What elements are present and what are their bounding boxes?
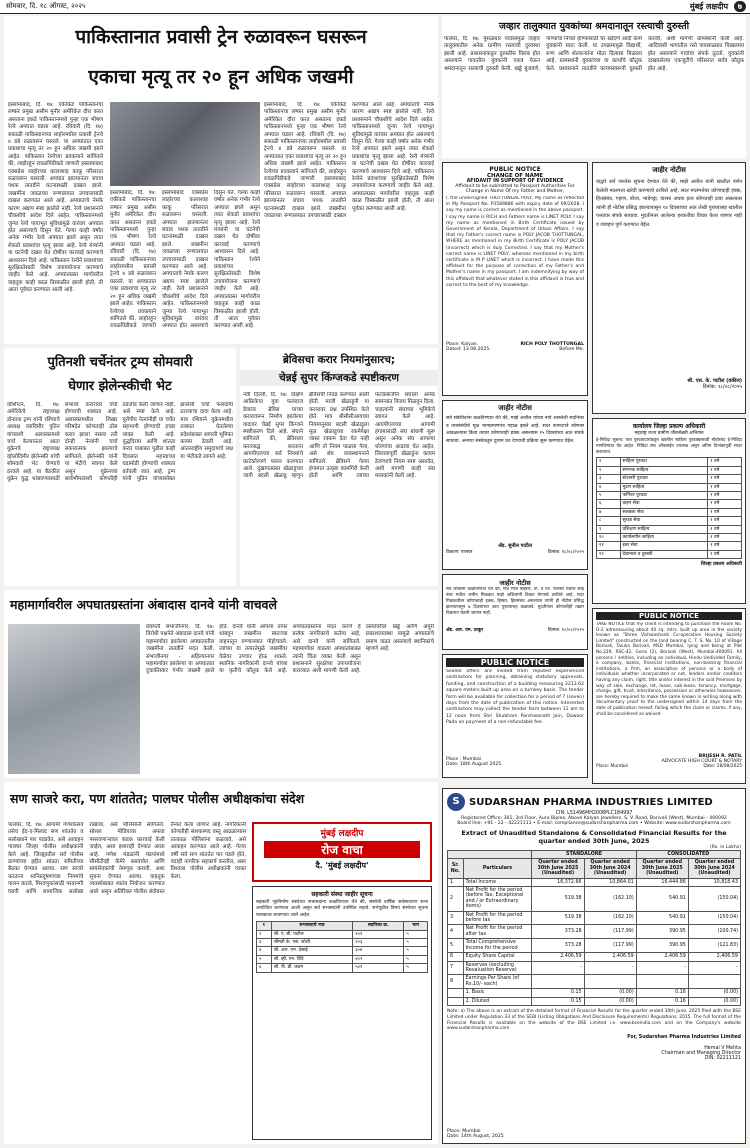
table-header-cell: CONSOLIDATED [636,851,740,859]
table-cell: 0.15 [532,997,584,1005]
table-row [448,887,741,912]
table-cell: ५ [404,947,428,955]
table-cell: 519.38 [532,887,584,912]
table-row [597,475,742,483]
table-header-cell: Sr. No. [448,859,464,878]
table-cell: १०१ [353,930,404,938]
table-row [597,483,742,491]
table-cell: १ वर्ष [708,500,742,508]
notice-place: Place: Kalyan. [446,342,479,347]
table-cell [448,989,464,997]
pn2-place: Place: Mumbai [596,764,629,769]
table-cell: Equity Share Capital [463,953,532,961]
table-cell: श्री. व्ही. एन. शिंदे [271,955,353,963]
table-cell: 540.91 [636,887,688,912]
promo-box [252,822,432,882]
notice3-title: जाहीर नोटीस [499,579,531,587]
story5-body: पालघर, दि. १७: आगामी गणेशोत्सव तसेच ईद-ए-मिलाद सण शांततेत व सलोख्याने पार पाडावेत, असे आवाहन पालघर जिल्हा पोलीस अधीक्षकांनी केले आहे. जिल्ह्यातील सर्व पोलीस ठाण्यांच्या हद्दीत शांतता समितीच्या बैठका घेण्यात आल्या. सण साजरे करताना ध्वनिप्रदूषणाच्या नियमांचे पालन करावे, मिरवणुकांसाठी परवानगी घ्यावी आणि सामाजिक सलोखा राखावा, असे पोलिसांनी सांगितले. सोशल मीडियावर अफवा पसरवणाऱ्यांवर कडक कारवाई केली जाईल, असा इशाराही देण्यात आला आहे. गणेश मंडळांनी मंडपांमध्ये सीसीटीव्ही कॅमेरे बसवावेत आणि स्वयंसेवकांची नेमणूक करावी, अशा सूचना देण्यात आल्या. वाहतूक व्यवस्थेबाबत स्वतंत्र नियोजन करण्यात आले असून अतिरिक्त पोलीस बंदोबस्त तैनात केला जाणार आहे. नागरिकांनी कोणतीही संशयास्पद वस्तू आढळल्यास तात्काळ पोलिसांना कळवावे, असे आवाहन करण्यात आले आहे. गेल्या वर्षी सर्व सण शांततेत पार पडले होते, यंदाही नागरिक सहकार्य करतील, असा विश्वास पोलीस अधीक्षकांनी व्यक्त केला. [8,822,246,895]
story1-headline2: एकाचा मृत्यू तर २० हून अधिक जखमी [88,66,354,88]
table-cell: श्रीमती के. एस. जोशी [271,939,353,947]
table-cell: ३०४ [353,947,404,955]
table-cell: भाग [404,922,428,930]
govt-body: ई-निविदा सूचना: पात्र पुरवठादारांकडून खालील साहित्य पुरवठ्यासाठी मोहोरबंद ई-निविदा मागविण्यात येत आहेत. निविदा संच ऑनलाईन उपलब्ध असून अंतिम दिनांकापूर्वी सादर कराव्यात. [596,438,742,455]
table-cell: ५ [404,939,428,947]
table-cell: संगणक साहित्य [620,466,708,474]
table-cell: ११ [597,542,621,550]
table-cell: ६ [257,964,272,972]
table-cell: 2 [448,887,464,912]
table-cell: (0.00) [584,989,636,997]
tender-title: PUBLIC NOTICE [446,658,584,667]
table-cell: प्रशिक्षण साहित्य [620,525,708,533]
coop-table [256,921,428,972]
story3-headline2: चेन्नई सुपर किंग्जकडे स्पष्टीकरण [240,370,438,386]
table-row [257,939,428,947]
table-cell: 3 [448,911,464,925]
table-cell: १ वर्ष [708,517,742,525]
table-row [597,508,742,516]
table-cell: (0.00) [584,997,636,1005]
pharma-reg: Registered Office: 301, 3rd Floor, Aura Biplex, Above Kalyan Jewellers, S. V. Road, Borivali (West), Mumbai - 400092 [461,816,727,821]
table-cell: (100.74) [688,925,740,939]
table-cell: १ वर्ष [708,525,742,533]
notice-deponent: RICH POLY THOTTUNGAL [520,342,584,347]
table-row [448,878,741,886]
table-header-cell: Quarter ended 30th June 2025 (Unaudited) [532,859,584,878]
table-cell [532,975,584,989]
table-cell: 2,406.59 [688,953,740,961]
pn2-sign-title: ADVOCATE HIGH COURT & NOTARY [661,759,742,764]
table-cell: Net Profit for the period after tax [463,925,532,939]
table-cell: 2. Diluted [463,997,532,1005]
table-cell: १२ [597,550,621,558]
table-cell: 519.38 [532,911,584,925]
table-cell: (150.04) [688,911,740,925]
issue-date: सोमवार, दि. १८ ऑगस्ट, २०२५ [6,2,86,10]
notice1-body: याद्वारे सर्व जनतेस सूचना देण्यात येते की, माझे अशील यांनी खालील वर्णन केलेली मालमत्ता खरेदी करण्याचे ठरविले आहे. सदर मालमत्तेवर कोणाचाही हक्क, हितसंबंध, गहाण, बोजा, भाडेपट्टा, वारसा अथवा इतर कोणताही दावा असल्यास त्यांनी ही नोटीस प्रसिद्ध झाल्यापासून १४ दिवसांच्या आत लेखी पुराव्यासह खालील पत्त्यावर संपर्क साधावा. मुदतीनंतर आलेल्या हरकतींचा विचार केला जाणार नाही व व्यवहार पूर्ण करण्यात येईल. [596,179,742,228]
table-header-cell: Quarter ended 30th June 2025 (Unaudited) [636,859,688,878]
story-brevis [240,348,438,586]
table-cell: (121.83) [688,939,740,953]
table-cell: १ वर्ष [708,508,742,516]
story4-headline: महामार्गावरील अपघातग्रस्तांना अंबादास दानवे यांनी वाचवले [10,597,277,612]
table-cell: १ वर्ष [708,542,742,550]
table-row [448,975,741,989]
table-header-cell: Quarter ended 30th June 2024 (Unaudited) [688,859,740,878]
table-cell: - [636,961,688,975]
table-cell: Net Profit for the period before tax [463,911,532,925]
pharma-logo-icon: S [447,793,465,811]
table-cell: ४०२ [353,955,404,963]
table-cell: कार्यालयीन साहित्य [620,534,708,542]
table-cell: 7 [448,961,464,975]
govt-title: कार्यालय जिल्हा प्रकल्प अधिकारी [632,423,706,430]
table-cell: Reserves (excluding Revaluation Reserve) [463,961,532,975]
table-cell: ३ [257,939,272,947]
table-cell: ५ [257,955,272,963]
notice-title: PUBLIC NOTICE [489,166,541,173]
table-cell: १ वर्ष [708,492,742,500]
table-cell: 10,864.01 [584,878,636,886]
story-pakistan-train [4,16,438,344]
table-cell: (162.10) [584,887,636,912]
table-cell: ३ [597,475,621,483]
marathi-notice-3 [442,574,588,650]
table-cell: 5 [448,939,464,953]
pharma-results-table [447,850,741,1006]
pn2-title: PUBLIC NOTICE [596,612,742,620]
table-cell: 390.95 [636,925,688,939]
story-danve [4,590,438,778]
table-cell: सदनिका क्र. [353,922,404,930]
train-accident-photo [110,102,260,186]
table-row [448,925,741,939]
table-cell: 1 [448,878,464,886]
govt-tender-notice [592,418,746,604]
table-row [448,961,741,975]
notice2-date: दिनांक: १८/०८/२०२५ [547,550,584,555]
table-cell: Net Profit for the period (before Tax, Exceptional and / or Extraordinary items) [463,887,532,912]
table-row [448,997,741,1005]
story2-headline1: पुतिनशी चर्चेनंतर ट्रम्प सोमवारी [47,355,193,370]
table-cell: (150.04) [688,887,740,912]
table-cell: ५ [404,955,428,963]
coop-body: सहकारी गृहनिर्माण संस्थेच्या सभासदांना कळविण्यात येते की, संस्थेची वार्षिक सर्वसाधारण सभा आयोजित करण्यात आली असून सर्व सभासदांनी उपस्थित राहावे. सभेपुढील विषय संस्थेच्या सूचना फलकावर लावण्यात आले आहेत. [256,900,428,918]
story2-headline2: घेणार झेलेन्स्कीची भेट [68,379,172,394]
table-row [597,517,742,525]
tender-public-notice [442,654,588,778]
table-cell: Earnings Per Share (of Rs.10/- each) [463,975,532,989]
tender-body: Sealed offers are invited from reputed experienced contractors for planning, obtaining statutory approvals, funding, and construction of a building measuring 2213.62 square meters built up area on a turnkey basis. The tender form will be available for collection for a period of 7 (seven) days from the date of publication of this notice. Interested contractors may collect the tender form between 11 am to 12 noon from Shri Shubham Parshwanath Jain, Dawoor Pada on payment of a non-refundable fee. [446,669,584,726]
masthead [0,0,750,14]
notice2-title: जाहीर नोटीस [498,404,532,412]
table-cell: - [688,961,740,975]
page-number: ७ [734,1,746,12]
story6-headline: जव्हार तालुक्यात युवकांच्या श्रमदानातून रस्त्याची दुरुस्ती [498,21,690,32]
govt-sub: महाराष्ट्र राज्य ग्रामीण जीवनोन्नती अभियान [634,431,704,436]
pharma-sign-title: Chairman and Managing Director [661,1051,741,1057]
table-cell: (117.99) [584,939,636,953]
table-cell: 390.95 [636,939,688,953]
table-row [448,911,741,925]
notice3-date: दिनांक: १८/०८/२०२५ [547,628,584,633]
notice1-date: दिनांक: १८/०८/२०२५ [702,384,742,390]
table-cell: २ [257,930,272,938]
table-cell: 373.28 [532,939,584,953]
notice2-place: ठिकाण: पालघर [446,550,473,555]
table-header [448,859,741,878]
table-cell: स्वच्छता सेवा [620,508,708,516]
table-row [257,964,428,972]
story4-body: छत्रपती संभाजीनगर, दि. १७: विरोधी पक्षनेते अंबादास दानवे यांनी महामार्गावर झालेल्या अपघातातील जखमींना तातडीने मदत केली. संभाजीनगर - अहिल्यानगर महामार्गावर झालेल्या या अपघातात दुचाकीस्वार गंभीर जखमी झाले होते. दानवे यांनी आपला ताफा थांबवून जखमींना स्वतःच्या वाहनातून रुग्णालयात पोहोचवले. त्यांच्या या तत्परतेमुळे जखमींवर वेळेवर उपचार होऊ शकले. स्थानिक नागरिकांनी दानवे यांच्या या कृतीचे कौतुक केले आहे. अपघातग्रस्तांना मदत करणे हे प्रत्येक नागरिकाचे कर्तव्य आहे, असे दानवे यांनी सांगितले. महामार्गावर वाढत्या अपघातांबाबत त्यांनी चिंता व्यक्त केली असून प्रशासनाने सुरक्षेच्या उपाययोजना कराव्यात अशी मागणी केली आहे. रस्त्यांवरील खड्डे आणि अपुरी प्रकाशव्यवस्था यामुळे अपघातांचे प्रमाण वाढत असल्याचे स्थानिकांचे म्हणणे आहे. [146,624,434,675]
table-group-header [448,851,741,859]
coop-notice [252,886,432,1140]
table-row [257,955,428,963]
pharma-cin: CIN: L51496MH2008PLC184997 [555,811,633,816]
table-row [597,534,742,542]
table-cell: Total Comprehensive Income for the period [463,939,532,953]
paper-name: मुंबई लक्षदीप [689,2,728,11]
table-cell: (0.00) [688,997,740,1005]
table-cell: १ वर्ष [708,534,742,542]
story-jawhar-road [442,16,746,158]
table-header-cell: Particulars [463,859,532,878]
pharma-contact: Board line: +91 - 22 - 42221111 • E-mail: compliance@sudarshanpharma.com • Website: www.sudarshanpharma.com [457,821,731,826]
pharma-title: Extract of Unaudited Standalone & Consolidated Financial Results for the quarter ended 30th June, 2025 [461,829,727,845]
promo-brand: मुंबई लक्षदीप [320,829,364,839]
notice3-body: सर्व लोकांना कळविण्यात येते की, गाव मौजे बोईसर, ता. व जि. पालघर येथील सर्व्हे नंबर मधील जमीन मिळकत माझे अशिलांनी विकत घेण्याचे ठरविले आहे. सदर मिळकतीवर कोणाचाही हक्क, हिस्सा, हितसंबंध असल्यास त्यांनी ही नोटीस प्रसिद्ध झाल्यापासून ७ दिवसांच्या आत पुराव्यासह कळवावे. मुदतीनंतर कोणाचीही तक्रार विचारात घेतली जाणार नाही. [446,587,584,616]
story3-headline1: ब्रेविसचा करार नियमांनुसारच; [282,354,396,366]
table-row [257,930,428,938]
table-cell [448,997,464,1005]
table-cell: ४ [597,483,621,491]
table-row [597,550,742,558]
table-cell: ५ [404,930,428,938]
table-cell: - [584,961,636,975]
table-cell: 0.16 [636,989,688,997]
table-cell: 2,406.59 [584,953,636,961]
table-header-cell: STANDALONE [532,851,636,859]
marathi-notice-2 [442,400,588,570]
table-cell: ५ [597,492,621,500]
table-cell: १० [597,534,621,542]
table-cell: १ [257,922,272,930]
notice-line1: AFIDAVIT IN SUPPORT OF EVIDENCE [466,179,564,184]
pharma-name: SUDARSHAN PHARMA INDUSTRIES LIMITED [469,796,713,808]
public-notice-property [592,608,746,784]
table-cell: १ वर्ष [708,458,742,466]
table-cell: १ वर्ष [708,466,742,474]
table-cell: १ वर्ष [708,550,742,558]
public-notice-name-change [442,162,588,396]
table-row [448,989,741,997]
pharma-din: DIN: 02211121 [704,1056,741,1062]
table-cell: ५०१ [353,964,404,972]
table-cell: १ वर्ष [708,475,742,483]
table-cell: 2,406.59 [532,953,584,961]
tender-date: Date: 18th August 2025 [446,762,502,767]
notice-date: Dated: 13.08.2025. [446,347,491,352]
table-row [448,953,741,961]
table-cell: देखभाल व दुरुस्ती [620,550,708,558]
pn2-date: Date: 18/08/2025 [703,764,742,769]
notice2-sign: ॲड. सुनील पाटील [497,543,533,549]
table-cell: 0.15 [532,989,584,997]
pharma-for: For, Sudarshan Pharma Industries Limited [627,1035,741,1041]
table-cell: ७ [597,508,621,516]
notice3-sign: ॲड. आर. एम. ठाकूर [446,628,484,633]
story-trump-zelensky [4,348,236,586]
story-palghar-police [4,782,438,1144]
story1-body-right: इस्लामाबाद, दि. १७: एकीकडे पाकिस्तानचा लष्कर प्रमुख असीम मुनीर अमेरिकेत दौरा करत असताना इकडे पाकिस्तानमध्ये पुन्हा एक भीषण रेल्वे अपघात घडला आहे. रविवारी (दि. १७) सकाळी पाकिस्तानच्या लाहोरमधील प्रवासी ट्रेनचे ४ डबे रुळावरून घसरले. या अपघातात एका प्रवाशाचा मृत्यू तर २० हून अधिक जखमी झाले आहेत. पाकिस्तान रेल्वेच्या प्रवक्त्याने सांगितले की, लाहोरहून रावळपिंडीकडे जाणारी इस्लामाबाद एक्सप्रेस लाहोरच्या कालाशाह काकू परिसरात रुळावरून घसरली. अपघात झाल्यानंतर बचाव पथक तातडीने घटनास्थळी दाखल झाले. जखमींना जवळच्या रुग्णालयात उपचारासाठी दाखल करण्यात आले आहे. अपघाताचे नेमके कारण अद्याप स्पष्ट झालेले नाही. रेल्वे प्रशासनाने चौकशीचे आदेश दिले आहेत. पाकिस्तानमध्ये जुन्या रेल्वे पायाभूत सुविधांमुळे वारंवार अपघात होत असल्याचे दिसून येते. गेल्या काही वर्षांत अनेक गंभीर रेल्वे अपघात झाले असून त्यात शेकडो प्रवाशांचा मृत्यू झाला आहे. रेल्वे मंत्र्यांनी या घटनेची दखल घेत दोषींवर कारवाई करण्याचे आश्वासन दिले आहे. पाकिस्तान रेल्वेने प्रवाशांच्या सुरक्षिततेसाठी विशेष उपाययोजना करण्याचे जाहीर केले आहे. अपघातग्रस्त मार्गावरील वाहतूक काही काळ विस्कळीत झाली होती, ती आता पूर्ववत करण्यात आली आहे. [264,102,434,220]
table-cell: (0.00) [688,989,740,997]
story1-body-lower: इस्लामाबाद, दि. १७: एकीकडे पाकिस्तानचा लष्कर प्रमुख असीम मुनीर अमेरिकेत दौरा करत असताना इकडे पाकिस्तानमध्ये पुन्हा एक भीषण रेल्वे अपघात घडला आहे. रविवारी (दि. १७) सकाळी पाकिस्तानच्या लाहोरमधील प्रवासी ट्रेनचे ४ डबे रुळावरून घसरले. या अपघातात एका प्रवाशाचा मृत्यू तर २० हून अधिक जखमी झाले आहेत. पाकिस्तान रेल्वेच्या प्रवक्त्याने सांगितले की, लाहोरहून रावळपिंडीकडे जाणारी इस्लामाबाद एक्सप्रेस लाहोरच्या कालाशाह काकू परिसरात रुळावरून घसरली. अपघात झाल्यानंतर बचाव पथक तातडीने घटनास्थळी दाखल झाले. जखमींना जवळच्या रुग्णालयात उपचारासाठी दाखल करण्यात आले आहे. अपघाताचे नेमके कारण अद्याप स्पष्ट झालेले नाही. रेल्वे प्रशासनाने चौकशीचे आदेश दिले आहेत. पाकिस्तानमध्ये जुन्या रेल्वे पायाभूत सुविधांमुळे वारंवार अपघात होत असल्याचे दिसून येते. गेल्या काही वर्षांत अनेक गंभीर रेल्वे अपघात झाले असून त्यात शेकडो प्रवाशांचा मृत्यू झाला आहे. रेल्वे मंत्र्यांनी या घटनेची दखल घेत दोषींवर कारवाई करण्याचे आश्वासन दिले आहे. पाकिस्तान रेल्वेने प्रवाशांच्या सुरक्षिततेसाठी विशेष उपाययोजना करण्याचे जाहीर केले आहे. अपघातग्रस्त मार्गावरील वाहतूक काही काळ विस्कळीत झाली होती, ती आता पूर्ववत करण्यात आली आहे. [110,190,260,330]
table-cell: साहित्य पुरवठा [620,458,708,466]
table-cell: 6 [448,953,464,961]
table-cell: श्री. ए. बी. पाटील [271,930,353,938]
table-header-cell: Quarter ended 30th June 2024 (Unaudited) [584,859,636,878]
table-cell: २०३ [353,939,404,947]
pharma-note: Note: a) The above is an extract of the detailed format of Financial Results for the quarter ended 30th June, 2025 filed with the BSE Limited under Regulation 33 of the SEBI (Listing Obligations And Disclosure Requirements) Regulations, 2015. The full format of the Financial Results is available on the website of the BSE Limited i.e. www.bseindia.com and on the Company's website www.sudarshanpharma.com [447,1008,741,1032]
table-row [597,458,742,466]
table-cell: Total Income [463,878,532,886]
notice-line2: Affidavit to be submitted to Passport Authorities For Change in Name Of my Father and Mother, [455,184,575,194]
table-header-cell [448,851,532,859]
table-cell: सभासदाचे नाव [271,922,353,930]
table-row [597,492,742,500]
story5-headline: सण साजरे करा, पण शांततेत; पालघर पोलीस अधीक्षकांचा संदेश [10,791,305,806]
table-cell: वाहन सेवा [620,500,708,508]
notice1-sign: श्री. एस. के. पाटील (वकील) [687,378,742,384]
table-row [597,542,742,550]
notice-subtitle: CHANGE OF NAME [486,173,544,179]
pn2-body: TAKE NOTICE that my client is intending to purchase the Room No. D-2 admeasuring about 40 sq. mtrs. built up area in the society known as "Shree Vishwashanti Co-operative Housing Society Limited" constructed on the land bearing C. T. S. No. 10 of Village Borivali, Taluka Borivali, MSD Mumbai, lying and being at Plot No.229, RSC-42, Gorai (2), Borivali (West), Mumbai-400091. All persons / entities, including an individual, Hindu Undivided Family, a company, banks, financial institutions, non-banking financial institutions, a firm, an association of persons or a body of individuals whether incorporated or not, lenders and/or creditors having any claim, right, title and/or interest in the said Premises by way of sale, exchange, let, lease, sub-lease, tenancy, mortgage, charge, gift, trust, inheritance, possession or otherwise howsoever, are hereby required to make the same known in writing along with documentary proof to the undersigned within 14 days from the date of publication hereof, failing which the claim or claims, if any, shall be considered as waived. [596,622,742,717]
table-cell: २ [597,466,621,474]
table-cell: १ वर्ष [708,483,742,491]
table-cell: सुरक्षा सेवा [620,517,708,525]
table-cell: 16,444.86 [636,878,688,886]
coop-title: सहकारी संस्था जाहीर सूचना [311,891,373,898]
table-cell: फर्निचर पुरवठा [620,492,708,500]
table-cell: मुद्रण साहित्य [620,483,708,491]
notice1-title: जाहीर नोटीस [652,166,686,174]
table-cell: 8 [448,975,464,989]
sudarshan-pharma-results [442,788,746,1144]
table-cell: 4 [448,925,464,939]
table-cell [636,975,688,989]
marathi-notice-1 [592,162,746,414]
notice-before: Before Me. [559,347,584,352]
table-cell: ४ [257,947,272,955]
table-cell: ५ [404,964,428,972]
table-cell: 540.91 [636,911,688,925]
table-cell: 0.16 [636,997,688,1005]
table-row [257,947,428,955]
story3-body: नवी दिल्ली, दि. १७: दक्षिण आफ्रिकेचा युवा फलंदाज डेवाल्ड ब्रेविस याच्या करारावरून निर्माण झालेल्या वादावर चेन्नई सुपर किंग्जने स्पष्टीकरण दिले आहे. संघाने सांगितले की, ब्रेविसला करारबद्ध करताना आयपीएलच्या सर्व नियमांचे काटेकोरपणे पालन करण्यात आले. दुखापतग्रस्त खेळाडूच्या जागी बदली खेळाडू म्हणून ब्रेविसची निवड करण्यात आली होती. माजी खेळाडूंनी या करारावर प्रश्न उपस्थित केले होते. मात्र बीसीसीआयच्या नियमानुसार बदली खेळाडूला मूळ खेळाडूच्या रकमेपेक्षा जास्त रक्कम देता येत नाही आणि तो नियम पाळला गेला, असे संघ व्यवस्थापनाने सांगितले. ब्रेविसने गेल्या हंगामात उत्कृष्ट कामगिरी केली होती आणि त्याच्या फटकेबाजीने संघाला अनेक सामन्यांत विजय मिळवून दिला. चाहत्यांनी संघाच्या भूमिकेचे स्वागत केले आहे. आयपीएलच्या आगामी हंगामासाठी संघ बांधणी सुरू असून अनेक संघ आपल्या धोरणांचा आढावा घेत आहेत. लिलावापूर्वी खेळाडूंना कायम ठेवण्याचे नियम स्पष्ट असावेत, अशी मागणी काही संघ मालकांनी केली आहे. [243,392,435,480]
table-row [597,525,742,533]
promo-tag: रोज वाचा [264,841,420,858]
pharma-place: Place: Mumbai [447,1129,481,1134]
table-cell: 10,818.43 [688,878,740,886]
govt-sign: जिल्हा प्रकल्प अधिकारी [700,562,742,568]
notice2-body: सर्व संबंधितांना कळविण्यात येते की, माझे अशील यांच्या नावे असलेली सदनिका व त्यासंबंधीचे मूळ भागप्रमाणपत्र गहाळ झाले आहे. सदर कागदपत्रे कोणास आढळल्यास किंवा त्यावर कोणाचाही हक्क असल्यास १५ दिवसांच्या आत संपर्क साधावा. अन्यथा संस्थेकडून दुय्यम प्रत देण्याची प्रक्रिया सुरू करण्यात येईल. [446,416,584,444]
story1-headline1: पाकिस्तानात प्रवासी ट्रेन रुळावरून घसरून [75,26,367,48]
table-cell: 1. Basic [463,989,532,997]
table-cell [688,975,740,989]
table-cell: १ [597,458,621,466]
table-cell [584,975,636,989]
table-cell: स्टेशनरी पुरवठा [620,475,708,483]
pharma-sign-name: Hemal V Mehta [704,1046,741,1052]
table-cell: - [532,961,584,975]
story6-body: पालघर, दि. १७: मुसळधार पावसामुळे जव्हार तालुक्यातील अनेक ग्रामीण रस्त्यांची दुरवस्था झाली आहे. प्रशासनाकडून दुरुस्तीस विलंब होत असल्याने गावातील युवकांनी एकत्र येऊन श्रमदानातून रस्त्याची दुरुस्ती केली. खड्डे बुजवणे, पाण्याचा निचरा होण्यासाठी चर खोदणे आदी कामे युवकांनी स्वतः केली. या उपक्रमामुळे विद्यार्थी, रुग्ण आणि शेतकऱ्यांना मोठा दिलासा मिळाला आहे. ग्रामस्थांनी युवकांच्या या कार्याचे कौतुक केले. प्रशासनाने तातडीने कायमस्वरूपी दुरुस्ती करावी, अशी मागणी ग्रामस्थांनी केली आहे. आदिवासी भागातील रस्ते पावसाळ्यात चिखलमय होत असल्याने गावांचा संपर्क तुटतो. युवकांनी दाखवलेल्या एकजुटीचे परिसरात सर्वत्र कौतुक होत आहे. [444,36,744,72]
table-cell: 373.28 [532,925,584,939]
pn2-sign: BRIJESH R. PATIL [698,754,742,759]
table-row [597,466,742,474]
table-cell: 2,406.59 [636,953,688,961]
table-cell: 16,372.66 [532,878,584,886]
table-cell: श्री. आर. एम. देसाई [271,947,353,955]
story1-body-left: इस्लामाबाद, दि. १७: एकीकडे पाकिस्तानचा लष्कर प्रमुख असीम मुनीर अमेरिकेत दौरा करत असताना इकडे पाकिस्तानमध्ये पुन्हा एक भीषण रेल्वे अपघात घडला आहे. रविवारी (दि. १७) सकाळी पाकिस्तानच्या लाहोरमधील प्रवासी ट्रेनचे ४ डबे रुळावरून घसरले. या अपघातात एका प्रवाशाचा मृत्यू तर २० हून अधिक जखमी झाले आहेत. पाकिस्तान रेल्वेच्या प्रवक्त्याने सांगितले की, लाहोरहून रावळपिंडीकडे जाणारी इस्लामाबाद एक्सप्रेस लाहोरच्या कालाशाह काकू परिसरात रुळावरून घसरली. अपघात झाल्यानंतर बचाव पथक तातडीने घटनास्थळी दाखल झाले. जखमींना जवळच्या रुग्णालयात उपचारासाठी दाखल करण्यात आले आहे. अपघाताचे नेमके कारण अद्याप स्पष्ट झालेले नाही. रेल्वे प्रशासनाने चौकशीचे आदेश दिले आहेत. पाकिस्तानमध्ये जुन्या रेल्वे पायाभूत सुविधांमुळे वारंवार अपघात होत असल्याचे दिसून येते. गेल्या काही वर्षांत अनेक गंभीर रेल्वे अपघात झाले असून त्यात शेकडो प्रवाशांचा मृत्यू झाला आहे. रेल्वे मंत्र्यांनी या घटनेची दखल घेत दोषींवर कारवाई करण्याचे आश्वासन दिले आहे. पाकिस्तान रेल्वेने प्रवाशांच्या सुरक्षिततेसाठी विशेष उपाययोजना करण्याचे जाहीर केले आहे. अपघातग्रस्त मार्गावरील वाहतूक काही काळ विस्कळीत झाली होती, ती आता पूर्ववत करण्यात आली आहे. [8,102,103,294]
govt-table [596,457,742,559]
table-cell: (117.99) [584,925,636,939]
table-cell: ९ [597,525,621,533]
table-row [257,922,428,930]
table-cell: ६ [597,500,621,508]
accident-scene-photo [8,624,140,774]
table-cell: इतर सेवा [620,542,708,550]
table-cell: श्री. पी. डी. कदम [271,964,353,972]
table-row [597,500,742,508]
tender-place: Place : Mumbai [446,757,482,762]
pharma-unit: (Rs. in Lakhs) [709,845,741,850]
table-cell: ८ [597,517,621,525]
table-row [448,939,741,953]
pharma-date: Date: 14th August, 2025 [447,1134,504,1139]
promo-sub: दै. 'मुंबई लक्षदीप' [315,861,369,870]
notice-body: I, the undersigned THOTTUNGAL POLY, My name as reflected in My Passport No. P3589886 with expiry date of 09/2028. I say my name is correct as mentioned in the above passport. I say my name is RICH and Fathers name is LINET POLY. I say my name as mentioned in Birth Certificate issued by Government of Kerala, Department of Urban Affairs. I say that my Father's correct name is POLY JACOB THOTTUNGAL, WHERE as mentioned in my Birth Certificate is POLY JACOB (incorrect) which is duly Corrected. I say that my Mother's correct name is LINET POLY, whereas mentioned in my birth certificate is M P LINET which is incorrect. I have made this affidavit for the purpose of correction of my Father's and Mother's name in my passport. I am indemnifying by way of this affidavit that whatever stated in this affidavit is true and correct to the best of my knowledge. [446,196,584,288]
table-cell: (162.10) [584,911,636,925]
story2-body: वॉशिंग्टन, दि. १७: अमेरिकेचे राष्ट्राध्यक्ष डोनाल्ड ट्रम्प यांनी रशियाचे अध्यक्ष व्लादिमीर पुतिन यांच्याशी अलास्कामध्ये चर्चा केल्यानंतर आता युक्रेनचे राष्ट्राध्यक्ष व्होलोदिमीर झेलेन्स्की यांची सोमवारी भेट घेण्याचे ठरवले आहे. या बैठकीत युक्रेन युद्ध थांबवण्यासाठी संभाव्य करारावर चर्चा होण्याची शक्यता आहे. अलास्कामधील शिखर परिषदेत कोणताही ठोस करार झाला नसला तरी दोन्ही नेत्यांनी चर्चा सकारात्मक झाल्याचे सांगितले. झेलेन्स्की यांनी या भेटीचे स्वागत केले असून युक्रेनच्या सार्वभौमत्वाशी कोणतीही तडजोड केली जाणार नाही, असे स्पष्ट केले आहे. युरोपीय नेत्यांनीही या चर्चेत सहभागी होण्याची इच्छा व्यक्त केली आहे. युद्धविराम आणि शांतता करार याबाबत पुढील काही दिवसांत महत्त्वाच्या घडामोडी होण्याची शक्यता वर्तवली जात आहे. ट्रम्प यांनी पुतिन यांच्यासोबत झालेली चर्चा फलदायी ठरल्याचा दावा केला आहे. मात्र रशियाने युक्रेनमधील ताब्यात घेतलेल्या प्रदेशांबाबत आपली भूमिका कायम ठेवली आहे. आंतरराष्ट्रीय समुदायाचे लक्ष या भेटीकडे लागले आहे. [7,402,233,483]
